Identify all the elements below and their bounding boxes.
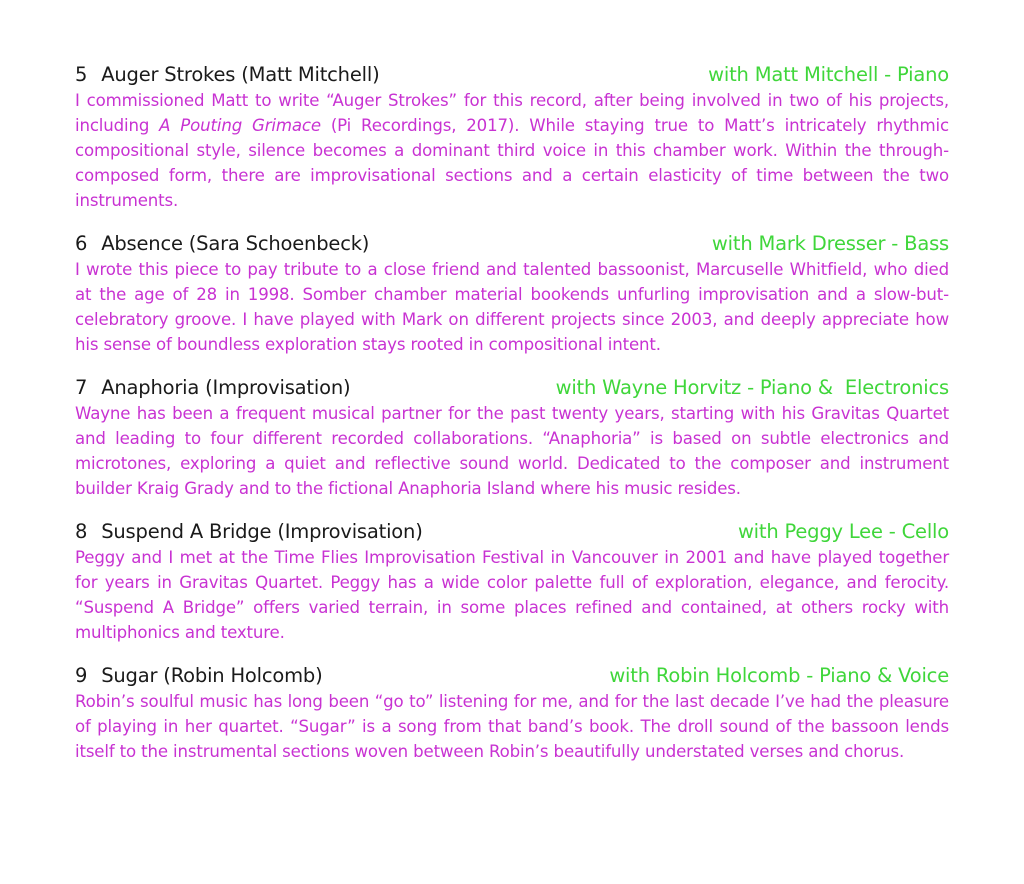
track-title	[75, 375, 350, 401]
track-name: Sugar (Robin Holcomb)	[101, 664, 323, 687]
track-credit: with Peggy Lee - Cello	[737, 520, 949, 543]
liner-notes-page	[75, 62, 949, 782]
track-credit: with Mark Dresser - Bass	[711, 232, 949, 255]
track-header	[75, 231, 949, 257]
track-title	[75, 231, 369, 257]
track-description: Wayne has been a frequent musical partner for the past twenty years, starting with his Gravitas Quartet and leading to four different recorded collaborations. “Anaphoria” is based on subtle electronics and microtones, exploring a quiet and reflective sound world. Dedicated to the composer and instrument builder Kraig Grady and to the fictional Anaphoria Island where his music resides.	[75, 404, 949, 498]
track-number: 5	[75, 63, 88, 86]
track-credit: with Wayne Horvitz - Piano & Electronics	[555, 376, 949, 399]
description-text: I commissioned Matt to write “Auger Strokes” for this record, after being involved in two of his projects, including	[75, 91, 949, 135]
track-header	[75, 663, 949, 689]
track-name: Suspend A Bridge (Improvisation)	[101, 520, 423, 543]
track-name: Anaphoria (Improvisation)	[101, 376, 351, 399]
track-credit: with Matt Mitchell - Piano	[708, 63, 949, 86]
track-description: Robin’s soulful music has long been “go to” listening for me, and for the last decade I’ve had the pleasure of playing in her quartet. “Sugar” is a song from that band’s book. The droll sound of the bassoon lends itself to the instrumental sections woven between Robin’s beautifully understated verses and chorus.	[75, 692, 949, 761]
track-number: 9	[75, 664, 88, 687]
track-title	[75, 663, 323, 689]
track-header	[75, 519, 949, 545]
track-name: Auger Strokes (Matt Mitchell)	[101, 63, 380, 86]
track-number: 7	[75, 376, 88, 399]
album-title: A Pouting Grimace	[159, 116, 321, 135]
track-name: Absence (Sara Schoenbeck)	[101, 232, 370, 255]
track-number: 6	[75, 232, 88, 255]
track-number: 8	[75, 520, 88, 543]
track-title	[75, 62, 379, 88]
track-8	[75, 519, 949, 645]
track-7	[75, 375, 949, 501]
track-6	[75, 231, 949, 357]
track-5	[75, 62, 949, 213]
track-credit: with Robin Holcomb - Piano & Voice	[609, 664, 949, 687]
track-description	[75, 88, 949, 213]
track-header	[75, 375, 949, 401]
track-description: I wrote this piece to pay tribute to a close friend and talented bassoonist, Marcuselle Whitfield, who died at the age of 28 in 1998. Somber chamber material bookends unfurling improvisation and a slow-but-celebratory groove. I have played with Mark on different projects since 2003, and deeply appreciate how his sense of boundless exploration stays rooted in compositional intent.	[75, 260, 949, 354]
track-description: Peggy and I met at the Time Flies Improvisation Festival in Vancouver in 2001 and have played together for years in Gravitas Quartet. Peggy has a wide color palette full of exploration, elegance, and ferocity. “Suspend A Bridge” offers varied terrain, in some places refined and contained, at others rocky with multiphonics and texture.	[75, 548, 949, 642]
description-text: (Pi Recordings, 2017). While staying true to Matt’s intricately rhythmic compositional style, silence becomes a dominant third voice in this chamber work. Within the through-composed form, there are improvisational sections and a certain elasticity of time between the two instruments.	[75, 116, 949, 210]
track-header	[75, 62, 949, 88]
track-9	[75, 663, 949, 764]
track-title	[75, 519, 423, 545]
